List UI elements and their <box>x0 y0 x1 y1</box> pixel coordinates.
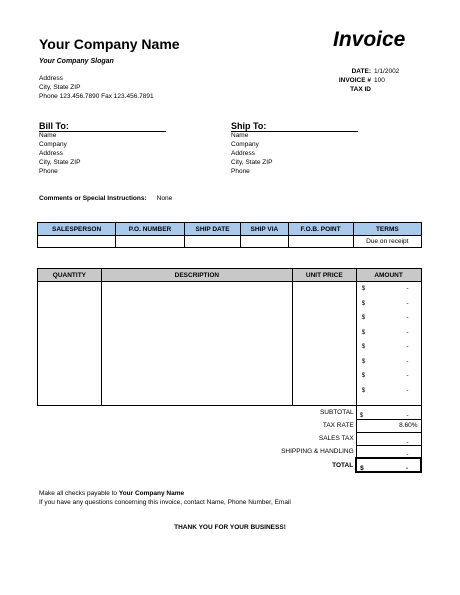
order-table <box>37 222 422 248</box>
sales-tax-value: - <box>406 438 409 446</box>
invoice-number-value: 100 <box>374 77 385 84</box>
amount-row <box>357 314 421 329</box>
footer-notes <box>39 489 291 507</box>
tax-rate-value: 8.60% <box>356 419 421 432</box>
amount-value: - <box>406 343 409 350</box>
fob-point-cell <box>288 236 353 248</box>
amount-value: - <box>406 357 409 365</box>
col-po-number: P.O. NUMBER <box>116 223 185 236</box>
amount-row <box>357 285 421 300</box>
bill-to-company: Company <box>39 141 67 148</box>
col-salesperson: SALESPERSON <box>38 223 116 236</box>
amount-currency: $ <box>361 343 366 350</box>
subtotal-cell <box>356 406 421 420</box>
ship-to-company: Company <box>231 141 259 148</box>
ship-date-cell <box>184 236 240 248</box>
subtotal-currency: $ <box>359 412 364 420</box>
col-ship-via: SHIP VIA <box>241 223 288 236</box>
ship-to-address: Address <box>231 150 255 157</box>
total-value: - <box>405 465 408 472</box>
invoice-meta <box>318 67 408 94</box>
subtotal-value: - <box>406 412 409 420</box>
quantity-column <box>38 282 102 406</box>
thank-you: THANK YOU FOR YOUR BUSINESS! <box>174 524 286 531</box>
items-body <box>38 282 422 406</box>
ship-to-name: Name <box>231 132 249 139</box>
terms-cell: Due on receipt <box>353 236 421 248</box>
col-unit-price: UNIT PRICE <box>292 269 356 282</box>
amount-row <box>357 343 421 358</box>
company-slogan: Your Company Slogan <box>39 58 114 65</box>
ship-to-heading: Ship To: <box>231 121 358 132</box>
amount-currency: $ <box>361 372 366 379</box>
ship-to-city: City, State ZIP <box>231 159 273 166</box>
sales-tax-cell <box>356 432 421 445</box>
comments <box>39 195 172 202</box>
bill-to-address: Address <box>39 150 63 157</box>
amount-value: - <box>406 299 409 307</box>
amount-row <box>357 300 421 315</box>
checks-line <box>39 489 291 498</box>
total-currency: $ <box>360 465 364 472</box>
amount-currency: $ <box>361 357 366 365</box>
amount-currency: $ <box>361 386 366 394</box>
col-fob-point: F.O.B. POINT <box>288 223 353 236</box>
amount-row <box>357 372 421 387</box>
bill-to-phone: Phone <box>39 168 58 175</box>
amount-value: - <box>406 372 409 379</box>
description-column <box>101 282 292 406</box>
city-line: City, State ZIP <box>39 84 81 91</box>
date-label: DATE: <box>351 68 371 75</box>
amount-currency: $ <box>361 314 366 321</box>
total-cell <box>356 458 421 472</box>
bill-to-name: Name <box>39 132 57 139</box>
total-label: TOTAL <box>332 461 354 469</box>
company-address <box>39 74 154 101</box>
po-number-cell <box>116 236 185 248</box>
ship-via-cell <box>241 236 288 248</box>
amount-currency: $ <box>361 328 366 336</box>
amount-row <box>357 358 421 373</box>
col-quantity: QUANTITY <box>38 269 102 282</box>
amount-value: - <box>406 314 409 321</box>
invoice-number-label: INVOICE # <box>338 77 371 84</box>
invoice-title: Invoice <box>333 28 406 51</box>
col-description: DESCRIPTION <box>101 269 292 282</box>
unit-price-column <box>292 282 356 406</box>
tax-rate-label: TAX RATE <box>322 422 354 429</box>
phone-fax-line: Phone 123.456.7890 Fax 123.456.7891 <box>39 93 154 100</box>
subtotal-label: SUBTOTAL <box>319 409 354 416</box>
shipping-cell <box>356 445 421 458</box>
ship-to-block <box>231 131 272 176</box>
shipping-value: - <box>406 451 409 459</box>
bill-to-heading: Bill To: <box>39 121 166 132</box>
amount-row <box>357 387 421 402</box>
items-table <box>37 268 422 473</box>
ship-to-phone: Phone <box>231 168 250 175</box>
col-amount: AMOUNT <box>356 269 421 282</box>
tax-id-label: TAX ID <box>350 86 371 93</box>
amount-currency: $ <box>361 285 366 292</box>
sales-tax-label: SALES TAX <box>318 435 354 442</box>
date-value: 1/1/2002 <box>374 68 400 75</box>
comments-value: None <box>156 195 173 202</box>
questions-line: If you have any questions concerning this invoice, contact Name, Phone Number, Email <box>39 499 291 506</box>
amount-value: - <box>406 285 409 292</box>
amount-value: - <box>406 386 409 394</box>
bill-to-block <box>39 131 80 176</box>
amount-value: - <box>406 328 409 336</box>
amount-column <box>356 282 421 406</box>
shipping-label: SHIPPING & HANDLING <box>281 448 354 455</box>
tax-id-value <box>371 85 408 94</box>
checks-company: Your Company Name <box>118 490 185 497</box>
comments-label: Comments or Special Instructions: <box>39 195 147 202</box>
table-row <box>38 236 422 248</box>
amount-row <box>357 329 421 344</box>
col-terms: TERMS <box>353 223 421 236</box>
company-name: Your Company Name <box>39 36 180 52</box>
bill-to-city: City, State ZIP <box>39 159 81 166</box>
salesperson-cell <box>38 236 116 248</box>
address-line: Address <box>39 75 63 82</box>
amount-currency: $ <box>361 299 366 307</box>
checks-prefix: Make all checks payable to <box>39 490 119 497</box>
col-ship-date: SHIP DATE <box>184 223 240 236</box>
